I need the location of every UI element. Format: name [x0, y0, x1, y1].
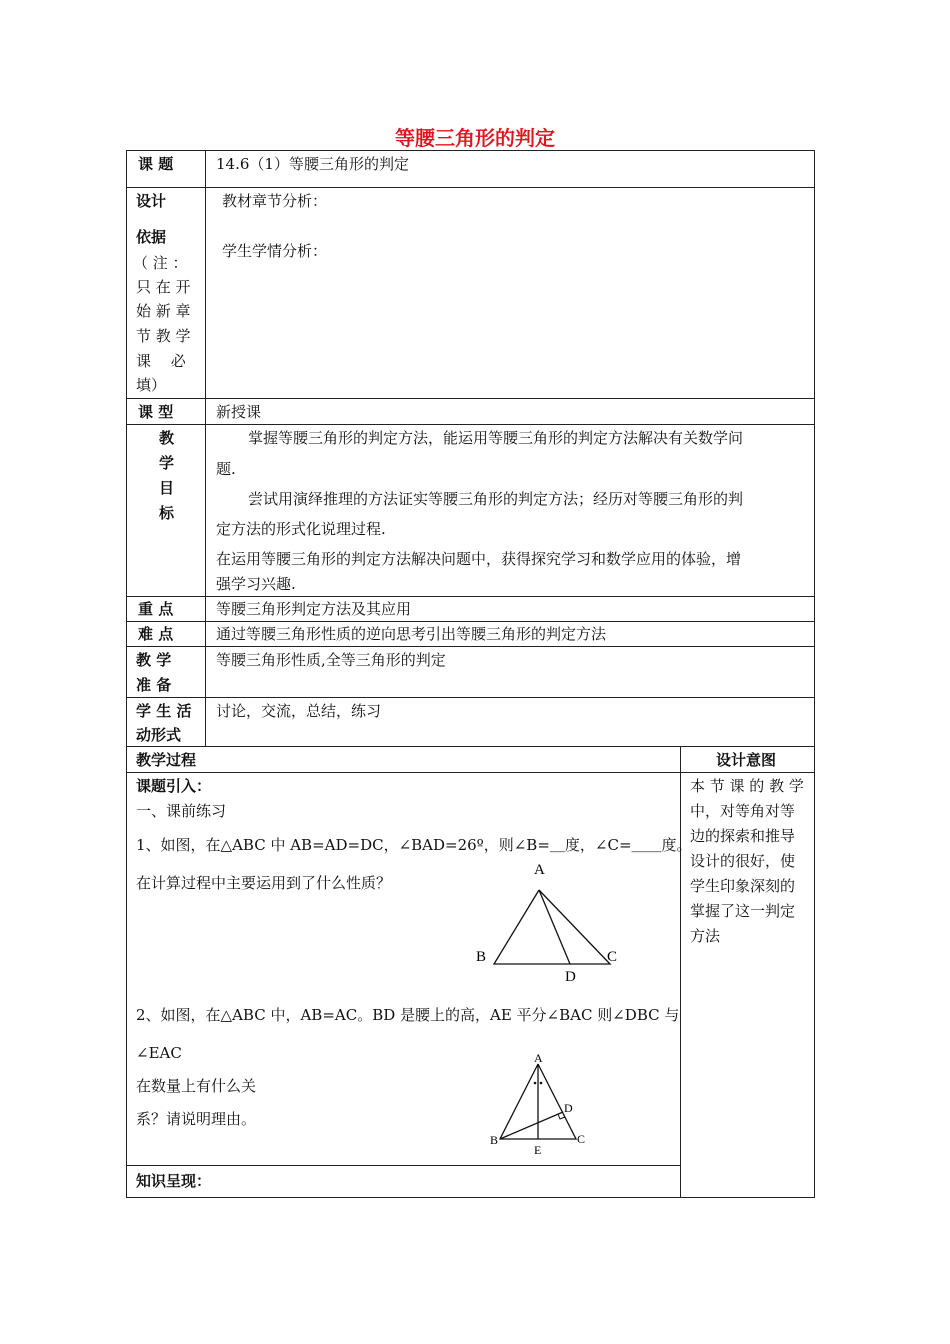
goal-line: 强学习兴趣. — [216, 575, 296, 593]
pre-practice: 一、课前练习 — [136, 802, 227, 820]
intent-header: 设计意图 — [716, 751, 777, 769]
activity-label: 学 生 活 — [136, 702, 192, 720]
lesson-type-value: 新授课 — [216, 403, 262, 421]
intent-line: 设计的很好，使 — [690, 852, 796, 870]
goal-line: 尝试用演绎推理的方法证实等腰三角形的判定方法；经历对等腰三角形的判 — [248, 490, 744, 508]
key-point-value: 等腰三角形判定方法及其应用 — [216, 600, 412, 618]
goal-line: 题. — [216, 460, 236, 478]
textbook-analysis: 教材章节分析： — [222, 192, 328, 210]
triangle-figure-1 — [470, 858, 630, 988]
goal-line: 在运用等腰三角形的判定方法解决问题中，获得探究学习和数学应用的体验，增 — [216, 550, 742, 568]
basis-note-line: （ 注 ： — [133, 254, 188, 272]
table-border — [814, 150, 815, 1198]
basis-note-line: 只 在 开 — [136, 278, 191, 296]
difficulty-value: 通过等腰三角形性质的逆向思考引出等腰三角形的判定方法 — [216, 625, 607, 643]
table-border — [205, 150, 206, 747]
fig1-label-c: C — [607, 949, 618, 965]
table-border — [126, 596, 815, 597]
intent-line: 掌握了这一判定 — [690, 902, 796, 920]
fig1-segment-ad — [539, 890, 570, 964]
fig1-label-b: B — [476, 949, 487, 965]
fig2-angle-mark — [534, 1082, 537, 1085]
basis-label: 依据 — [136, 228, 167, 246]
question-2-continued: ∠EAC — [136, 1044, 182, 1062]
lesson-type-label: 课 型 — [138, 403, 174, 421]
table-border — [126, 772, 815, 773]
basis-note-line: 始 新 章 — [136, 302, 191, 320]
prep-label: 教 学 — [136, 651, 172, 669]
basis-label: 设计 — [136, 192, 167, 210]
question-2: 2、如图，在△ABC 中，AB=AC。BD 是腰上的高，AE 平分∠BAC 则∠DBC 与 — [136, 1006, 680, 1024]
table-border — [126, 1197, 815, 1198]
table-border — [126, 424, 815, 425]
goal-line: 定方法的形式化说理过程. — [216, 520, 386, 538]
key-point-label: 重 点 — [138, 600, 174, 618]
fig2-label-e: E — [534, 1143, 542, 1157]
intent-line: 学生印象深刻的 — [690, 877, 796, 895]
table-border — [126, 646, 815, 647]
table-border — [126, 1165, 681, 1166]
activity-label: 动形式 — [136, 726, 182, 744]
question-1: 1、如图，在△ABC 中 AB=AD=DC，∠BAD=26º，则∠B=＿度，∠C=＿＿度。 — [136, 836, 692, 854]
table-border — [126, 150, 815, 151]
intro-heading: 课题引入： — [136, 777, 212, 795]
table-border — [126, 150, 127, 1198]
intent-line: 边的探索和推导 — [690, 827, 796, 845]
topic-label: 课 题 — [138, 155, 174, 173]
prep-label: 准 备 — [136, 676, 172, 694]
fig2-label-a: A — [534, 1051, 543, 1065]
page-title: 等腰三角形的判定 — [395, 126, 555, 150]
fig2-altitude-bd — [500, 1112, 563, 1139]
basis-note-line: 填） — [136, 376, 167, 394]
basis-note-line: 节 教 学 — [136, 327, 191, 345]
table-border — [126, 398, 815, 399]
basis-note-line: 课 必 — [136, 352, 186, 370]
goal-line: 掌握等腰三角形的判定方法，能运用等腰三角形的判定方法解决有关数学问 — [248, 429, 744, 447]
fig1-label-a: A — [534, 862, 545, 878]
question-1-followup: 在计算过程中主要运用到了什么性质？ — [136, 874, 392, 892]
table-border — [126, 746, 815, 747]
student-analysis: 学生学情分析： — [222, 242, 328, 260]
triangle-figure-2 — [486, 1050, 596, 1160]
topic-value: 14.6（1）等腰三角形的判定 — [216, 155, 409, 173]
fig2-label-c: C — [577, 1132, 586, 1146]
intent-line: 方法 — [690, 927, 721, 945]
table-border — [126, 187, 815, 188]
question-2-continued: 在数量上有什么关 — [136, 1077, 257, 1095]
prep-value: 等腰三角形性质,全等三角形的判定 — [216, 651, 446, 669]
question-2-continued: 系？请说明理由。 — [136, 1110, 257, 1128]
goals-label: 目 — [159, 479, 175, 497]
fig2-label-b: B — [490, 1133, 499, 1147]
goals-label: 教 — [159, 429, 175, 447]
process-header: 教学过程 — [136, 751, 197, 769]
goals-label: 学 — [159, 454, 175, 472]
goals-label: 标 — [159, 504, 175, 522]
intent-line: 中，对等角对等 — [690, 802, 796, 820]
knowledge-heading: 知识呈现： — [136, 1172, 212, 1190]
fig1-label-d: D — [565, 969, 576, 985]
table-border — [680, 746, 681, 1198]
fig1-triangle-outline — [494, 890, 610, 964]
fig2-label-d: D — [564, 1101, 573, 1115]
activity-value: 讨论，交流，总结，练习 — [216, 702, 382, 720]
table-border — [126, 621, 815, 622]
fig2-angle-mark — [540, 1082, 543, 1085]
table-border — [126, 697, 815, 698]
difficulty-label: 难 点 — [138, 625, 174, 643]
intent-line: 本 节 课 的 教 学 — [690, 777, 804, 795]
